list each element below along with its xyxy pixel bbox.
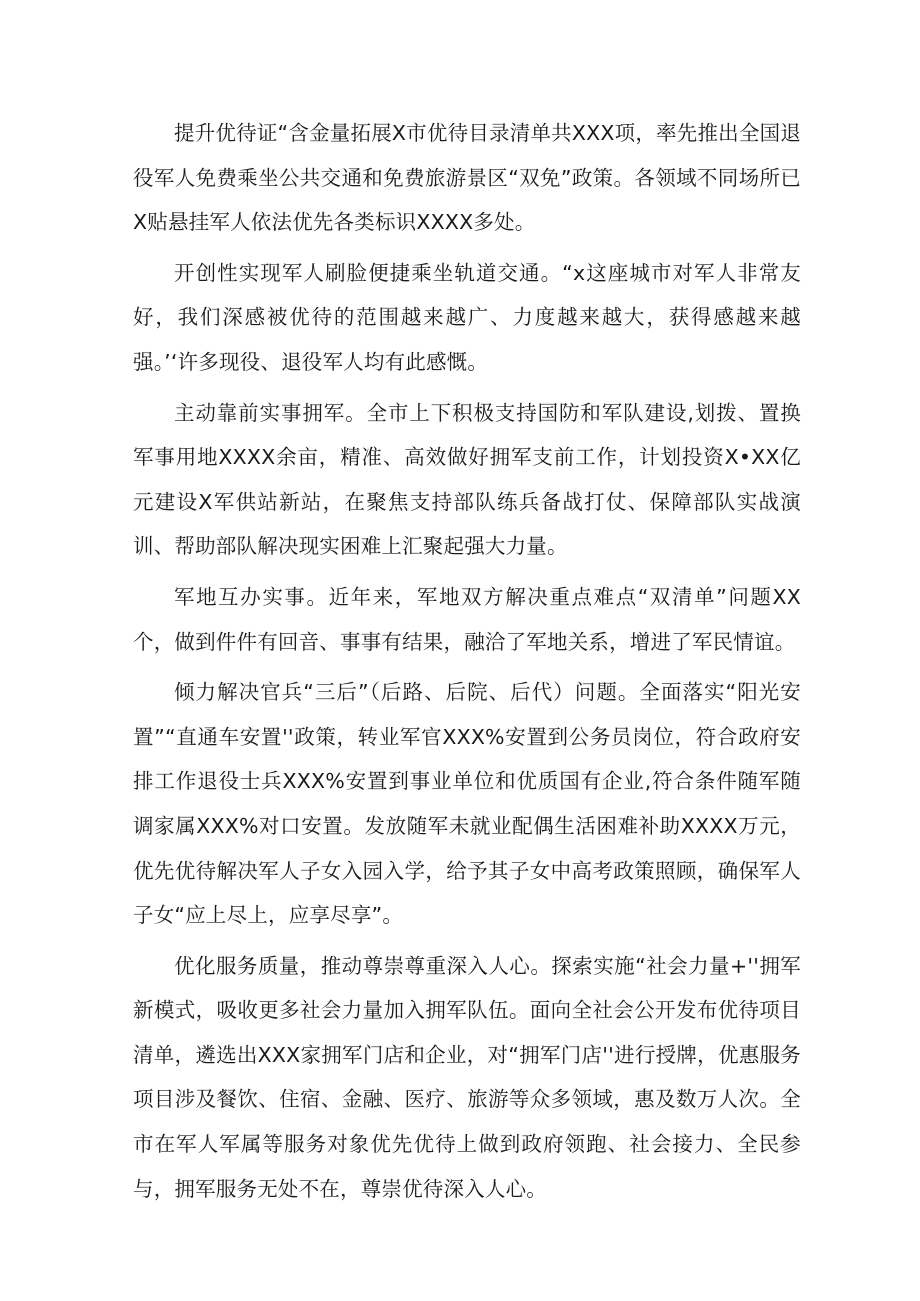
paragraph-6: 优化服务质量，推动尊崇尊重深入人心。探索实施“社会力量+''拥军新模式，吸收更多社会力量加入拥军队伍。面向全社会公开发布优待项目清单，遴选出XXX家拥军门店和企业，对“拥军门店''进行授牌，优惠服务项目涉及餐饮、住宿、金融、医疗、旅游等众多领域，惠及数万人次。全市在军人军属等服务对象优先优待上做到政府领跑、社会接力、全民参与，拥军服务无处不在，尊崇优待深入人心。: [133, 953, 801, 1201]
paragraph-1: 提升优待证“含金量拓展X市优待目录清单共XXX项，率先推出全国退役军人免费乘坐公共交通和免费旅游景区“双免”政策。各领域不同场所已X贴悬挂军人依法优先各类标识XXXX多处。: [133, 121, 801, 235]
paragraph-5: 倾力解决官兵“三后”（后路、后院、后代）问题。全面落实“阳光安置”“直通车安置''政策，转业军官XXX%安置到公务员岗位，符合政府安排工作退役士兵XXX%安置到事业单位和优质国有企业,符合条件随军随调家属XXX%对口安置。发放随军未就业配偶生活困难补助XXXX万元，优先优待解决军人子女入园入学，给予其子女中高考政策照顾，确保军人子女“应上尽上，应享尽享”。: [133, 680, 801, 928]
paragraph-3: 主动靠前实事拥军。全市上下积极支持国防和军队建设,划拨、置换军事用地XXXX余亩，精准、高效做好拥军支前工作，计划投资X•XX亿元建设X军供站新站，在聚焦支持部队练兵备战打仗、保障部队实战演训、帮助部队解决现实困难上汇聚起强大力量。: [133, 400, 801, 559]
paragraph-4: 军地互办实事。近年来，军地双方解决重点难点“双清单”问题XX个，做到件件有回音、事事有结果，融洽了军地关系，增进了军民情谊。: [133, 584, 801, 654]
document-body: [133, 111, 801, 1217]
paragraph-2: 开创性实现军人刷脸便捷乘坐轨道交通。“x这座城市对军人非常友好，我们深感被优待的范围越来越广、力度越来越大，获得感越来越强。’‘许多现役、退役军人均有此感慨。: [133, 260, 801, 374]
